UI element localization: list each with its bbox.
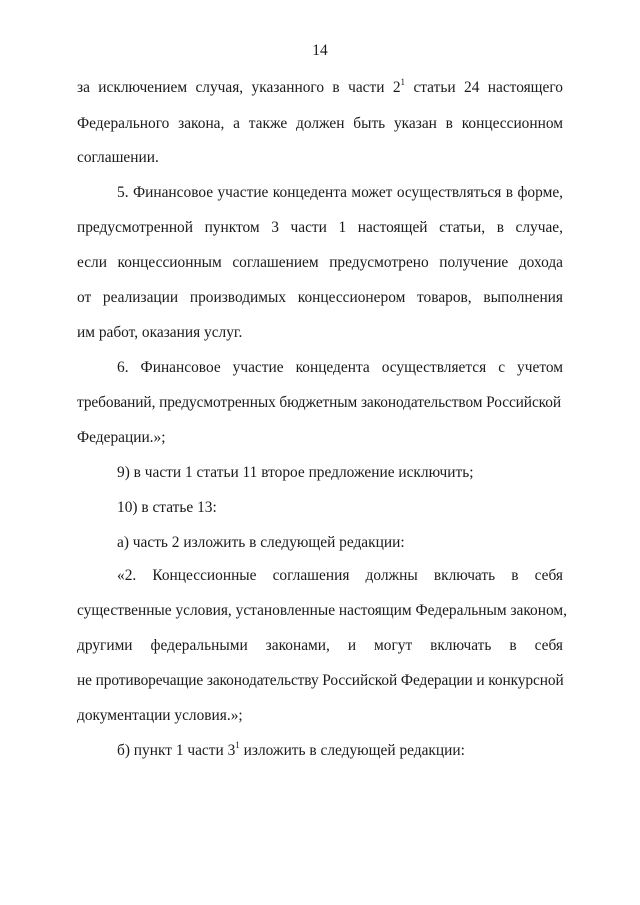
superscript: 1 [235,740,240,750]
text-line: Федерального закона, а также должен быть указан в концессионном [77,115,563,132]
text-line: 6. Финансовое участие концедента осуществляется с учетом [117,359,563,376]
text-line: соглашении. [77,149,159,166]
page-number: 14 [312,42,328,59]
text-line: «2. Концессионные соглашения должны включать в себя [117,567,563,584]
text-line: а) часть 2 изложить в следующей редакции: [117,534,405,551]
text-line [77,78,563,98]
text-line: 5. Финансовое участие концедента может осуществляться в форме, [117,184,563,201]
text-line: документации условия.»; [77,707,243,724]
text-line: другими федеральными законами, и могут включать в себя [77,637,563,654]
superscript: 1 [400,77,406,87]
text-segment: изложить в следующей редакции: [239,742,465,759]
text-segment: б) пункт 1 части 3 [117,742,236,759]
text-segment: статьи 24 настоящего [405,79,563,96]
text-segment: за исключением случая, указанного в части 2 [77,79,401,96]
text-line: 10) в статье 13: [117,499,217,516]
text-line: предусмотренной пунктом 3 части 1 настоящей статьи, в случае, [77,219,563,236]
text-line: если концессионным соглашением предусмотрено получение дохода [77,254,563,271]
text-line: не противоречащие законодательству Российской Федерации и конкурсной [77,672,564,689]
text-line: от реализации производимых концессионером товаров, выполнения [77,289,563,306]
text-line: 9) в части 1 статьи 11 второе предложение исключить; [117,464,474,481]
text-line: существенные условия, установленные настоящим Федеральным законом, [77,602,567,619]
text-line: требований, предусмотренных бюджетным законодательством Российской [77,394,562,411]
text-line: Федерации.»; [77,429,166,446]
text-line: им работ, оказания услуг. [77,324,243,341]
text-line [117,741,563,761]
